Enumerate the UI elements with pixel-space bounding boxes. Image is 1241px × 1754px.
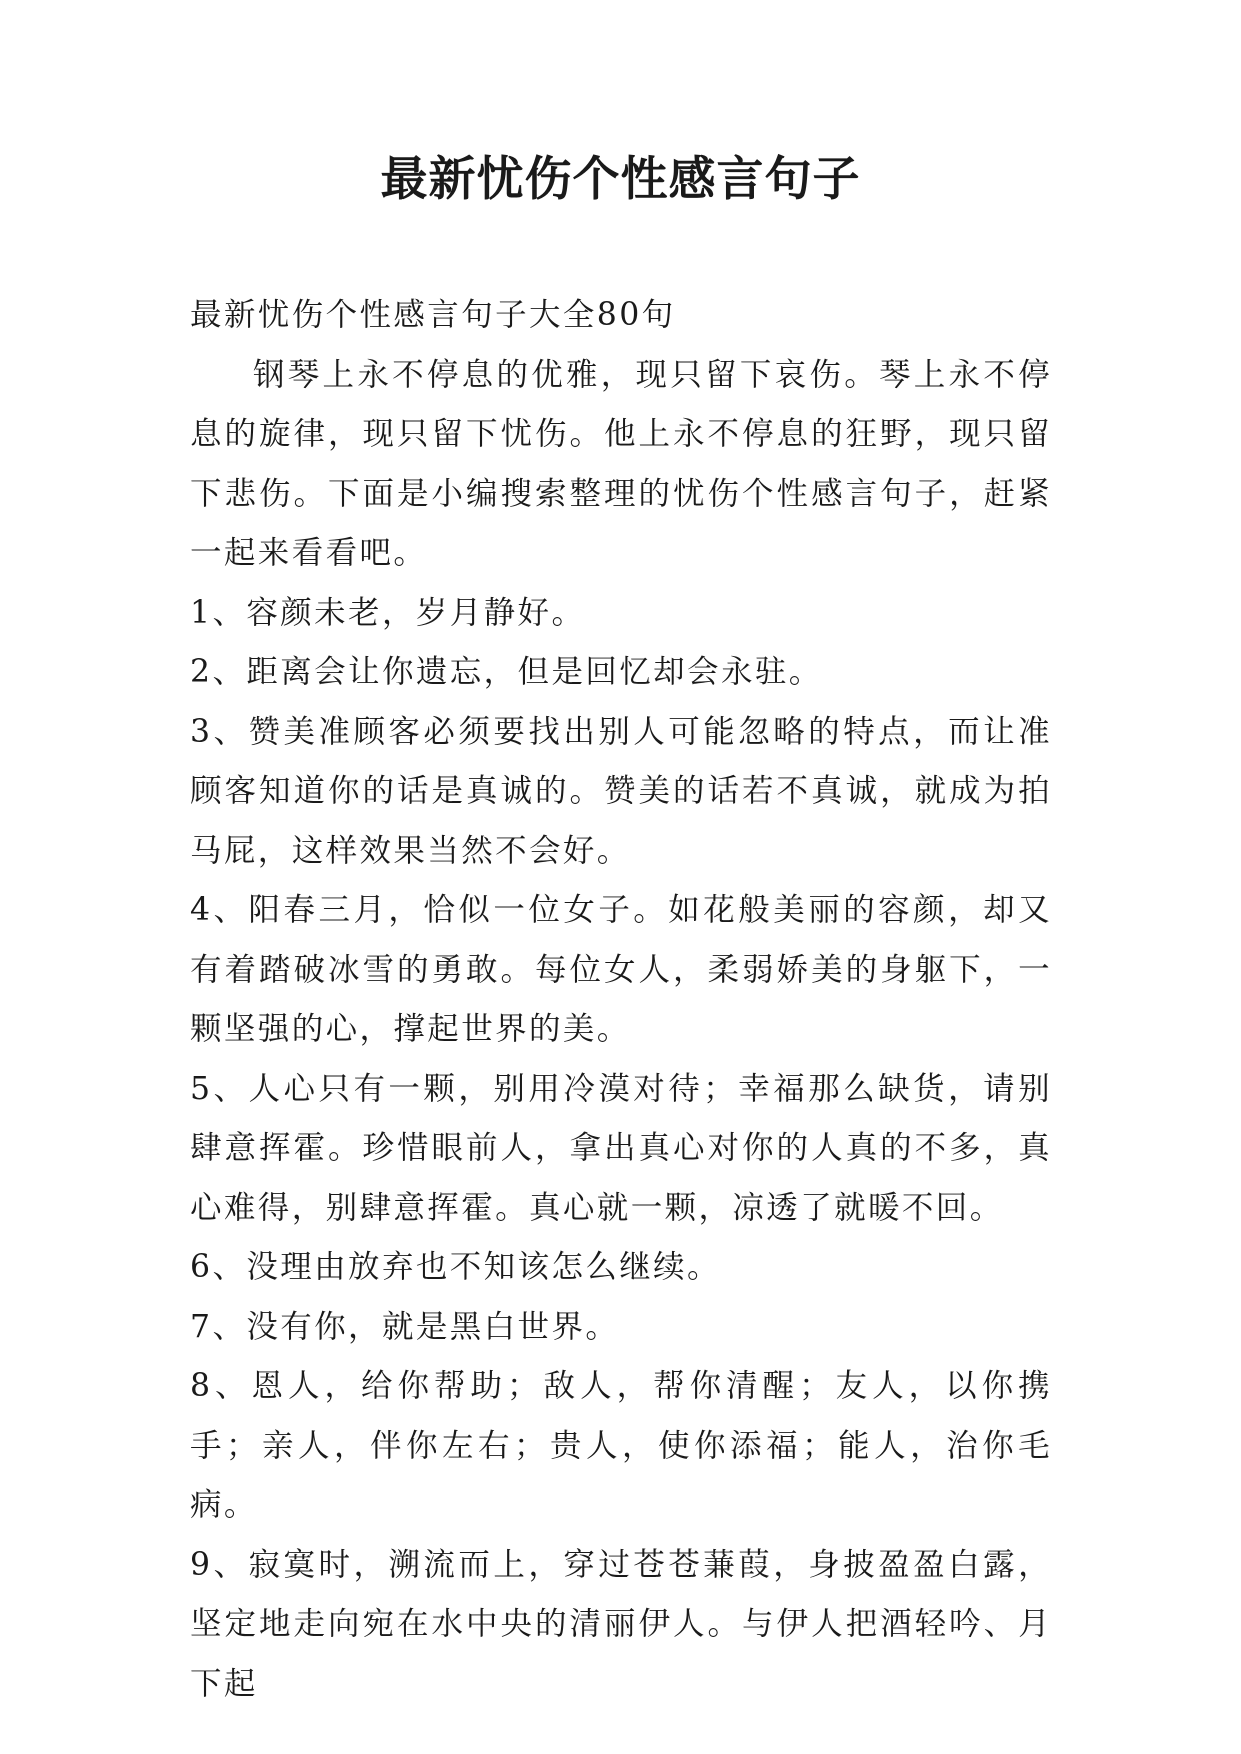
list-item: 8、恩人，给你帮助；敌人，帮你清醒；友人，以你携手；亲人，伴你左右；贵人，使你添福；能人，治你毛病。 [190, 1368, 1052, 1523]
list-item: 9、寂寞时，溯流而上，穿过苍苍蒹葭，身披盈盈白露，坚定地走向宛在水中央的清丽伊人。与伊人把酒轻吟、月下起 [190, 1546, 1052, 1702]
list-item: 3、赞美准顾客必须要找出别人可能忽略的特点，而让准顾客知道你的话是真诚的。赞美的话若不真诚，就成为拍马屁，这样效果当然不会好。 [190, 713, 1052, 869]
list-item: 6、没理由放弃也不知该怎么继续。 [190, 1249, 721, 1285]
list-item: 7、没有你，就是黑白世界。 [190, 1308, 620, 1345]
document-subtitle: 最新忧伤个性感言句子大全80句 [190, 297, 676, 333]
document-title: 最新忧伤个性感言句子 [380, 152, 861, 207]
list-item: 1、容颜未老，岁月静好。 [190, 594, 586, 631]
intro-paragraph: 钢琴上永不停息的优雅，现只留下哀伤。琴上永不停息的旋律，现只留下忧伤。他上永不停息的狂野，现只留下悲伤。下面是小编搜索整理的忧伤个性感言句子，赶紧一起来看看吧。 [190, 356, 1052, 571]
document-body [190, 286, 1052, 1714]
list-item: 5、人心只有一颗，别用冷漠对待；幸福那么缺货，请别肆意挥霍。珍惜眼前人，拿出真心对你的人真的不多，真心难得，别肆意挥霍。真心就一颗，凉透了就暖不回。 [190, 1070, 1052, 1226]
list-item: 2、距离会让你遗忘，但是回忆却会永驻。 [190, 654, 823, 690]
list-item: 4、阳春三月，恰似一位女子。如花般美丽的容颜，却又有着踏破冰雪的勇敢。每位女人，柔弱娇美的身躯下，一颗坚强的心，撑起世界的美。 [190, 892, 1052, 1047]
